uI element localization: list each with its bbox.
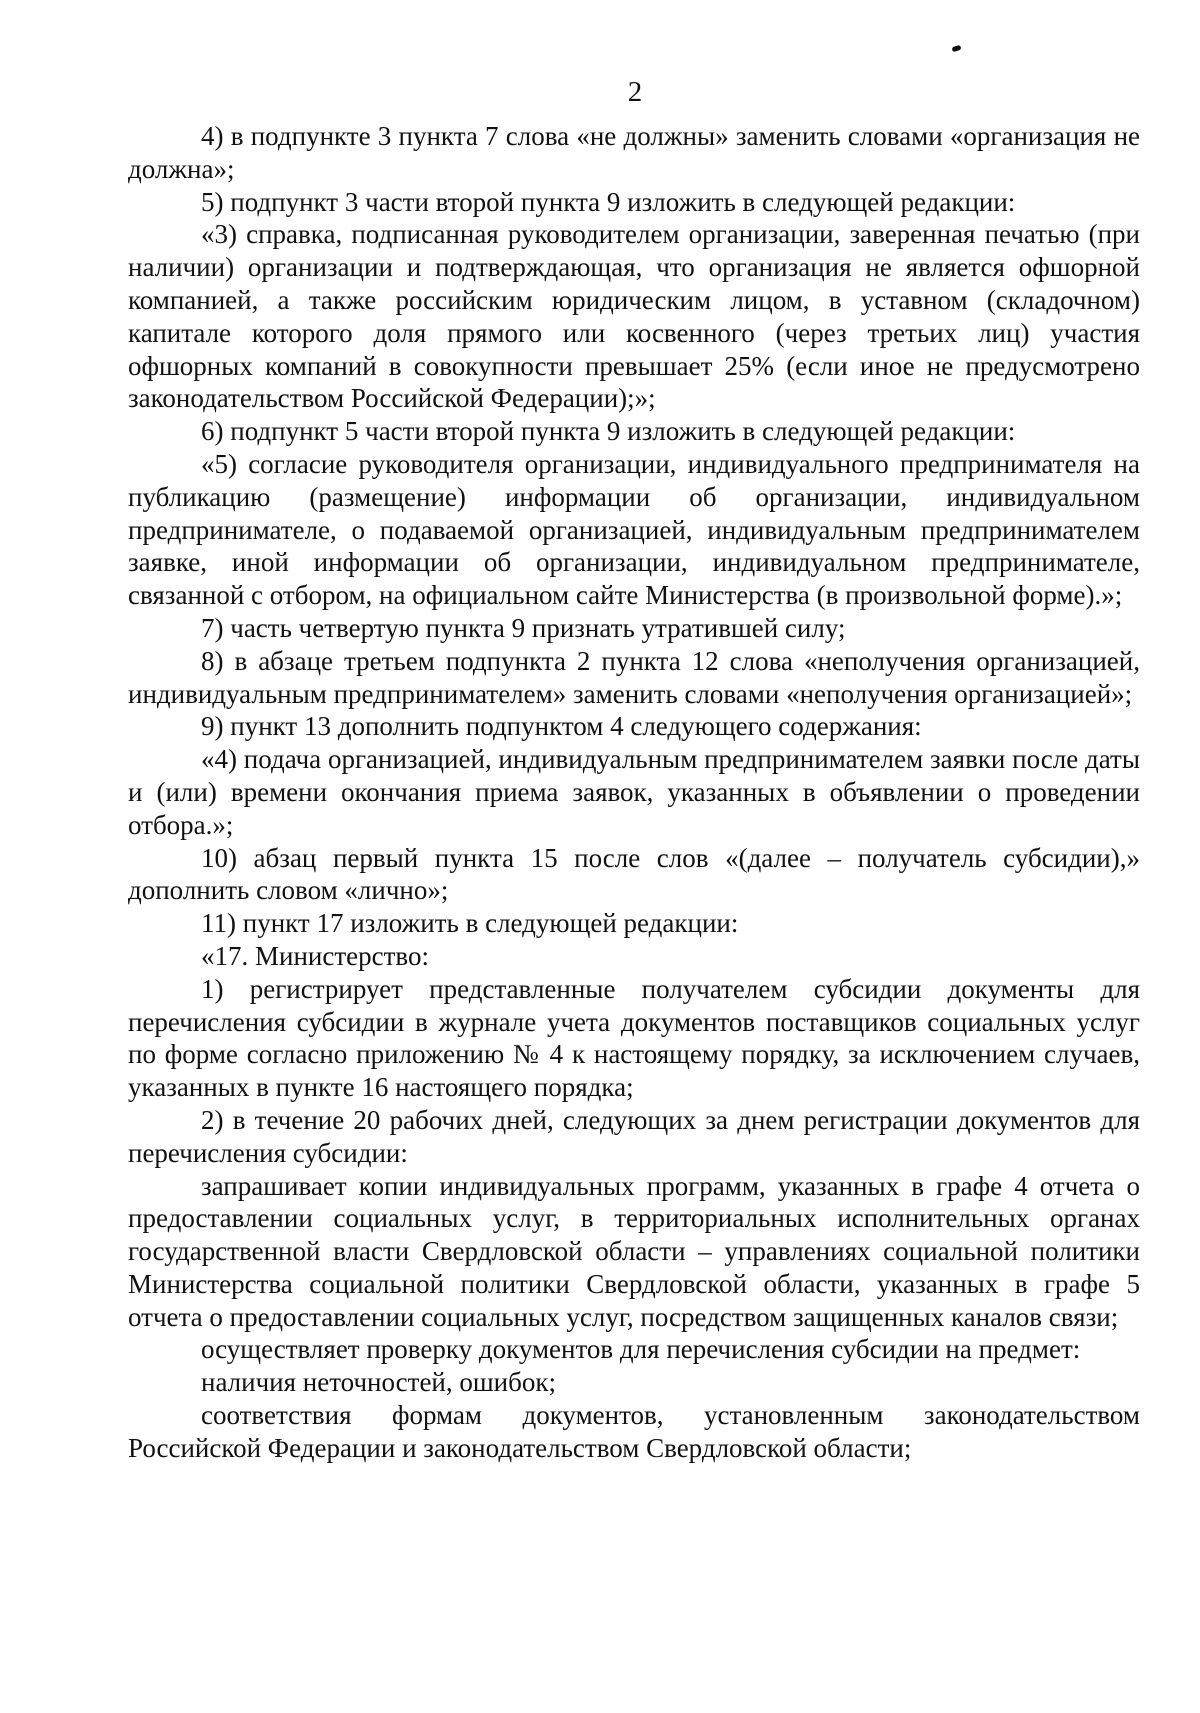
paragraph-errors: наличия неточностей, ошибок; bbox=[201, 1367, 556, 1398]
paragraph-item-11: 11) пункт 17 изложить в следующей редакции: bbox=[201, 908, 739, 939]
paragraph-item-7: 7) часть четвертую пункта 9 признать утратившей силу; bbox=[201, 612, 846, 643]
paragraph-item-9: 9) пункт 13 дополнить подпунктом 4 следующего содержания: bbox=[201, 711, 922, 742]
paragraph-request-copies: запрашивает копии индивидуальных программ, указанных в графе 4 отчета о предоставлении социальных услуг, в территориальных исполнительных органах государственной власти Свердловской области – управлениях социальной политики Министерства социальной политики Свердловской области, указанных в графе 5 отчета о предоставлении социальных услуг, посредством защищенных каналов связи; bbox=[128, 1170, 1140, 1332]
paragraph-point-17-subpoint-2: 2) в течение 20 рабочих дней, следующих за днем регистрации документов для перечисления субсидии: bbox=[128, 1104, 1140, 1168]
page-number: 2 bbox=[627, 76, 643, 108]
paragraph-conformity: соответствия формам документов, установленным законодательством Российской Федерации и законодательством Свердловской области; bbox=[128, 1400, 1140, 1463]
paragraph-verification: осуществляет проверку документов для перечисления субсидии на предмет: bbox=[201, 1334, 1081, 1365]
paragraph-subpoint-3-text: «3) справка, подписанная руководителем организации, заверенная печатью (при наличии) организации и подтверждающая, что организация не является офшорной компанией, а также российским юридическим лицом, в уставном (складочном) капитале которого доля прямого или косвенного (через третьих лиц) участия офшорных компаний в совокупности превышает 25% (если иное не предусмотрено законодательством Российской Федерации);»; bbox=[128, 219, 1140, 414]
paragraph-item-4: 4) в подпункте 3 пункта 7 слова «не должны» заменить словами «организация не должна»; bbox=[128, 121, 1140, 184]
document-body bbox=[128, 120, 1140, 1465]
paragraph-item-10: 10) абзац первый пункта 15 после слов «(далее – получатель субсидии),» дополнить словом «лично»; bbox=[128, 842, 1140, 906]
paragraph-item-8: 8) в абзаце третьем подпункта 2 пункта 12 слова «неполучения организацией, индивидуальным предпринимателем» заменить словами «неполучения организацией»; bbox=[128, 645, 1140, 709]
paragraph-point-17-heading: «17. Министерство: bbox=[201, 940, 429, 971]
paragraph-subpoint-4-text: «4) подача организацией, индивидуальным предпринимателем заявки после даты и (или) времени окончания приема заявок, указанных в объявлении о проведении отбора.»; bbox=[128, 744, 1140, 840]
paragraph-subpoint-5-text: «5) согласие руководителя организации, индивидуального предпринимателя на публикацию (размещение) информации об организации, индивидуальном предпринимателе, о подаваемой организацией, индивидуальным предпринимателем заявке, иной информации об организации, индивидуальном предпринимателе, связанной с отбором, на официальном сайте Министерства (в произвольной форме).»; bbox=[128, 448, 1140, 611]
paragraph-point-17-subpoint-1: 1) регистрирует представленные получателем субсидии документы для перечисления субсидии в журнале учета документов поставщиков социальных услуг по форме согласно приложению № 4 к настоящему порядку, за исключением случаев, указанных в пункте 16 настоящего порядка; bbox=[128, 973, 1140, 1103]
scan-speck bbox=[951, 45, 961, 53]
paragraph-item-6: 6) подпункт 5 части второй пункта 9 изложить в следующей редакции: bbox=[201, 416, 1016, 447]
paragraph-item-5: 5) подпункт 3 части второй пункта 9 изложить в следующей редакции: bbox=[201, 186, 1016, 217]
